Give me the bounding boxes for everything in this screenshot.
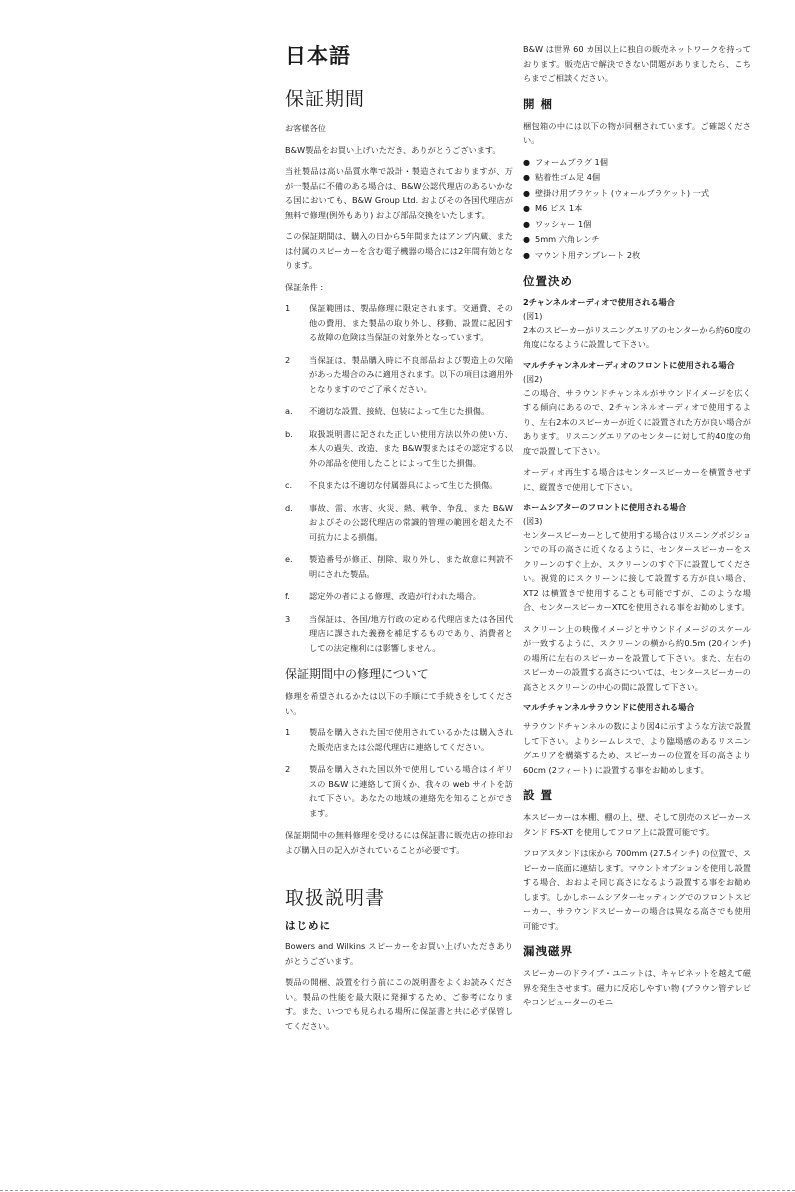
page-edge-rule — [0, 1190, 795, 1191]
contents-list — [523, 155, 751, 264]
stereo-subtitle: 2チャンネルオーディオで使用される場合 — [523, 297, 675, 307]
bullet-icon: ● — [523, 157, 530, 167]
unpack-intro: 梱包箱の中には以下の物が同梱されています。ご確認ください。 — [523, 120, 751, 145]
home-theater-subtitle: ホームシアターのフロントに使用される場合 — [523, 502, 687, 513]
bullet-icon: ● — [523, 219, 530, 229]
install-paragraph-1: 本スピーカーは本棚、棚の上、壁、そして別売のスピーカースタンド FS-XT を使用してフロア上に設置可能です。 — [523, 812, 751, 837]
stereo-figure-ref: (図1) — [523, 311, 543, 321]
warranty-paragraph-1: B&W製品をお買い上げいただき、ありがとうございます。 — [285, 144, 501, 155]
intro-paragraph-1: Bowers and Wilkins スピーカーをお買い上げいただきありがとうございます。 — [285, 941, 513, 966]
list-item: 2 当保証は、製品購入時に不良部品および製造上の欠陥があった場合のみに適用されます。以下の項目は適用外となりますのでご了承ください。 — [285, 354, 513, 394]
list-item: ● 5mm 六角レンチ — [523, 232, 751, 248]
install-paragraph-2: フロアスタンドは床から 700mm (27.5インチ) の位置で、スピーカー底面に連結します。マウントオプションを使用し設置する場合、おおよそ同じ高さになるよう設置する事をお勧めします。しかしホームシアターセッティングでのフロントスピーカー、サラウンドスピーカーの場合は異なる高さでも使用可能です。 — [523, 848, 751, 931]
manual-title: 取扱説明書 — [285, 887, 386, 909]
list-item: c. 不良または不適切な付属器具によって生じた損傷。 — [285, 480, 498, 490]
list-item: ● 壁掛け用ブラケット (ウォールブラケット) 一式 — [523, 186, 751, 202]
conditions-label: 保証条件 : — [285, 281, 324, 292]
conditions-list — [285, 301, 513, 655]
surround-subtitle: マルチチャンネルサラウンドに使用される場合 — [523, 702, 695, 713]
position-title: 位置決め — [523, 274, 573, 288]
intro-paragraph-2: 製品の開梱、設置を行う前にこの説明書をよくお読みください。製品の性能を最大限に発揮するため、ご参考になります。また、いつでも見られる場所に保証書と共に必ず保管してください。 — [285, 977, 513, 1031]
warranty-paragraph-3: この保証期間は、購入の日から5年間またはアンプ内蔵、または付属のスピーカーを含む電子機器の場合には2年間有効となります。 — [285, 231, 513, 270]
list-item: d. 事故、雷、水害、火災、熱、戦争、争乱、また B&W およびその公認代理店の常識的管理の範囲を超えた不可抗力による損傷。 — [285, 502, 513, 542]
multi-front-subtitle: マルチチャンネルオーディオのフロントに使用される場合 — [523, 359, 735, 370]
warranty-title: 保証期間 — [285, 88, 366, 110]
stereo-paragraph: 2本のスピーカーがリスニングエリアのセンターから約60度の角度になるように設置して下さい。 — [523, 324, 751, 350]
list-item: ● ワッシャー 1個 — [523, 217, 751, 233]
list-item: ● 粘着性ゴム足 4個 — [523, 170, 751, 186]
home-theater-paragraph-2: スクリーン上の映像イメージとサウンドイメージのスケールが一致するように、スクリーンの横から約0.5m (20インチ) の場所に左右のスピーカーを設置して下さい。また、左右のスピーカーの設置する高さについては、センタースピーカーの高さとスクリーンの中心の間に設置して下さい。 — [523, 623, 751, 692]
intro-title: はじめに — [285, 920, 331, 932]
list-item: ● マウント用テンプレート 2枚 — [523, 248, 751, 264]
multi-front-paragraph-2: オーディオ再生する場合はセンタースピーカーを横置きせずに、縦置きで使用して下さい。 — [523, 467, 751, 492]
multi-front-paragraph: この場合、サラウンドチャンネルがサウンドイメージを広くする傾向にあるので、2チャンネルオーディオで使用するより、左右2本のスピーカーが近くに設置された方が良い場合があります。リスニングエリアのセンターに対して約40度の角度で設置して下さい。 — [523, 387, 751, 456]
warranty-paragraph-2: 当社製品は高い品質水準で設計・製造されておりますが、万が一製品に不備のある場合は、B&W公認代理店のあるいかなる国においても、B&W Group Ltd. およびその各国代理店が無料で修理(例外もあり) および部品交換をいたします。 — [285, 166, 513, 220]
network-paragraph: B&W は世界 60 カ国以上に独自の販売ネットワークを持っております。販売店で解決できない問題がありましたら、こちらまでご相談ください。 — [523, 44, 751, 83]
list-item: a. 不適切な設置、接続、包装によって生じた損傷。 — [285, 406, 490, 416]
bullet-icon: ● — [523, 204, 530, 213]
bullet-icon: ● — [523, 188, 530, 198]
right-column — [523, 42, 751, 1017]
install-title: 設 置 — [523, 788, 554, 803]
home-theater-figure-ref: (図3) — [523, 516, 543, 526]
magnet-paragraph: スピーカーのドライブ・ユニットは、キャビネットを越えて磁界を発生させます。磁力に反応しやすい物 (ブラウン管テレビやコンピューターのモニ — [523, 968, 751, 1008]
list-item: f. 認定外の者による修理、改造が行われた場合。 — [285, 591, 481, 601]
magnet-title: 漏洩磁界 — [523, 944, 573, 959]
surround-paragraph: サラウンドチャンネルの数により図4に示すような方法で設置して下さい。よりシームレスで、より臨場感のあるリスニングエリアを構築するため、スピーカーの位置を耳の高さより 60cm (2フィート) に設置する事をお勧めします。 — [523, 721, 751, 775]
left-column — [285, 40, 513, 1040]
unpack-title: 開 梱 — [523, 96, 554, 111]
list-item: b. 取扱説明書に記された正しい使用方法以外の使い方、本人の過失、改造、また B&W製またはその認定する以外の部品を使用したことによって生じた損傷。 — [285, 428, 513, 468]
bullet-icon: ● — [523, 173, 530, 182]
repair-intro: 修理を希望されるかたは以下の手順にて手続きをしてください。 — [285, 691, 513, 716]
list-item: 3 当保証は、各国/地方行政の定める代理店または各国代理店に課された義務を補足するものであり、消費者としての法定権利には影響しません。 — [285, 613, 513, 653]
list-item: 1 保証範囲は、製品修理に限定されます。交通費、その他の費用、また製品の取り外し、移動、設置に起因する故障の危険は当保証の対象外となっています。 — [285, 303, 513, 342]
list-item: 2 製品を購入された国以外で使用している場合はイギリスの B&W に連絡して頂くか、我々の web サイトを訪れて下さい。あなたの地域の連絡先を知ることができます。 — [285, 764, 513, 818]
list-item: ● M6 ビス 1本 — [523, 201, 751, 217]
list-item: e. 製造番号が修正、削除、取り外し、また故意に判読不明にされた製品。 — [285, 554, 513, 579]
repair-title: 保証期間中の修理について — [285, 667, 429, 681]
repair-steps — [285, 725, 513, 820]
salutation: お客様各位 — [285, 123, 326, 133]
list-item: 1 製品を購入された国で使用されているかたは購入された販売店または公認代理店に連絡してください。 — [285, 727, 513, 752]
list-item: ● フォームプラグ 1個 — [523, 155, 751, 171]
bullet-icon: ● — [523, 250, 530, 260]
multi-front-figure-ref: (図2) — [523, 374, 543, 384]
repair-note: 保証期間中の無料修理を受けるには保証書に販売店の捺印および購入日の記入がされていることが必要です。 — [285, 830, 513, 855]
language-heading: 日本語 — [285, 44, 351, 68]
bullet-icon: ● — [523, 235, 530, 244]
home-theater-paragraph-1: センタースピーカーとして使用する場合はリスニングポジションでの耳の高さに近くなるように、センタースピーカーをスクリーンのすぐ上か、スクリーンのすぐ下に設置してください。視覚的にスクリーンに接して設置する方が良い場合、XT2 は横置きで使用することも可能ですが、このような場合、センタースピーカーXTCを使用される事をお勧めします。 — [523, 529, 751, 613]
